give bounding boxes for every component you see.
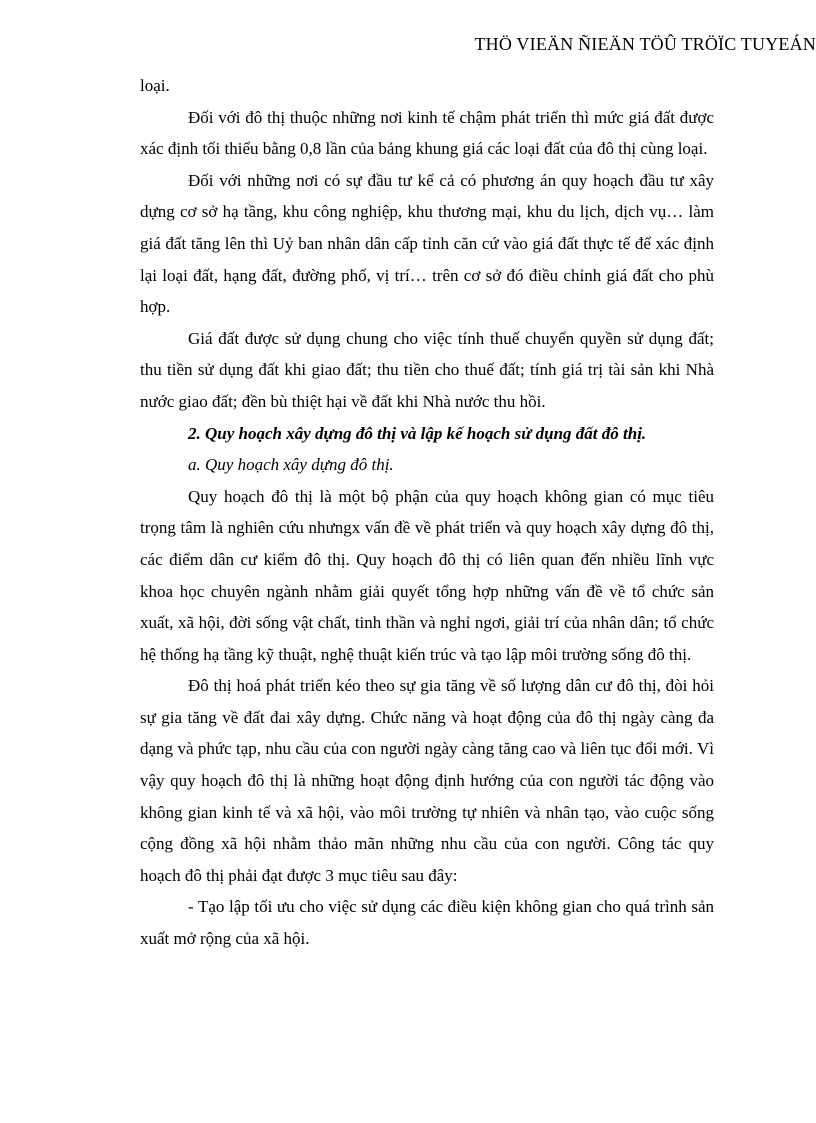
section-heading: 2. Quy hoạch xây dựng đô thị và lập kế hoạch sử dụng đất đô thị. bbox=[188, 423, 647, 443]
paragraph-continuation: loại. bbox=[140, 76, 170, 95]
paragraph-urban-planning: Quy hoạch đô thị là một bộ phận của quy hoạch không gian có mục tiêu trọng tâm là nghiên cứu nhưngx vấn đề về phát triển và quy hoạch xây dựng đô thị, các điểm dân cư kiểm đô thị. Quy hoạch đô thị có liên quan đến nhiều lĩnh vực khoa học chuyên ngành nhằm giải quyết tổng hợp những vấn đề về tổ chức sản xuất, xã hội, đời sống vật chất, tinh thần và nghỉ ngơi, giải trí của nhân dân; tổ chức hệ thống hạ tầng kỹ thuật, nghệ thuật kiến trúc và tạo lập môi trường sống đô thị. bbox=[140, 486, 714, 664]
paragraph-investment: Đối với những nơi có sự đầu tư kể cả có phương án quy hoạch đầu tư xây dựng cơ sở hạ tầng, khu công nghiệp, khu thương mại, khu du lịch, dịch vụ… làm giá đất tăng lên thì Uỷ ban nhân dân cấp tỉnh căn cứ vào giá đất thực tế để xác định lại loại đất, hạng đất, đường phố, vị trí… trên cơ sở đó điều chỉnh giá đất cho phù hợp. bbox=[140, 170, 714, 317]
subsection-heading: a. Quy hoạch xây dựng đô thị. bbox=[188, 455, 394, 475]
paragraph-urbanization: Đô thị hoá phát triển kéo theo sự gia tăng về số lượng dân cư đô thị, đòi hỏi sự gia tăng về đất đai xây dựng. Chức năng và hoạt động của đô thị ngày càng đa dạng và phức tạp, nhu cầu của con người ngày càng tăng cao và liên tục đổi mới. Vì vậy quy hoạch đô thị là những hoạt động định hướng của con người tác động vào không gian kinh tế và xã hội, vào môi trường tự nhiên và nhân tạo, vào cuộc sống cộng đồng xã hội nhằm thảo mãn những nhu cầu của con người. Công tác quy hoạch đô thị phải đạt được 3 mục tiêu sau đây: bbox=[140, 676, 714, 885]
paragraph-land-price-use: Giá đất được sử dụng chung cho việc tính thuế chuyển quyền sử dụng đất; thu tiền sử dụng đất khi giao đất; thu tiền cho thuế đất; tính giá trị tài sản khi Nhà nước giao đất; đền bù thiệt hại về đất khi Nhà nước thu hồi. bbox=[140, 328, 714, 411]
paragraph-slow-economy: Đối với đô thị thuộc những nơi kinh tế chậm phát triển thì mức giá đất được xác định tối thiểu bằng 0,8 lần của bảng khung giá các loại đất của đô thị cùng loại. bbox=[140, 107, 714, 159]
document-body bbox=[140, 70, 714, 955]
page-header: THÖ VIEÄN ÑIEÄN TÖÛ TRÖÏC TUYEÁN bbox=[474, 34, 816, 54]
list-item-objective-1: - Tạo lập tối ưu cho việc sử dụng các điều kiện không gian cho quá trình sản xuất mở rộng của xã hội. bbox=[140, 897, 714, 949]
